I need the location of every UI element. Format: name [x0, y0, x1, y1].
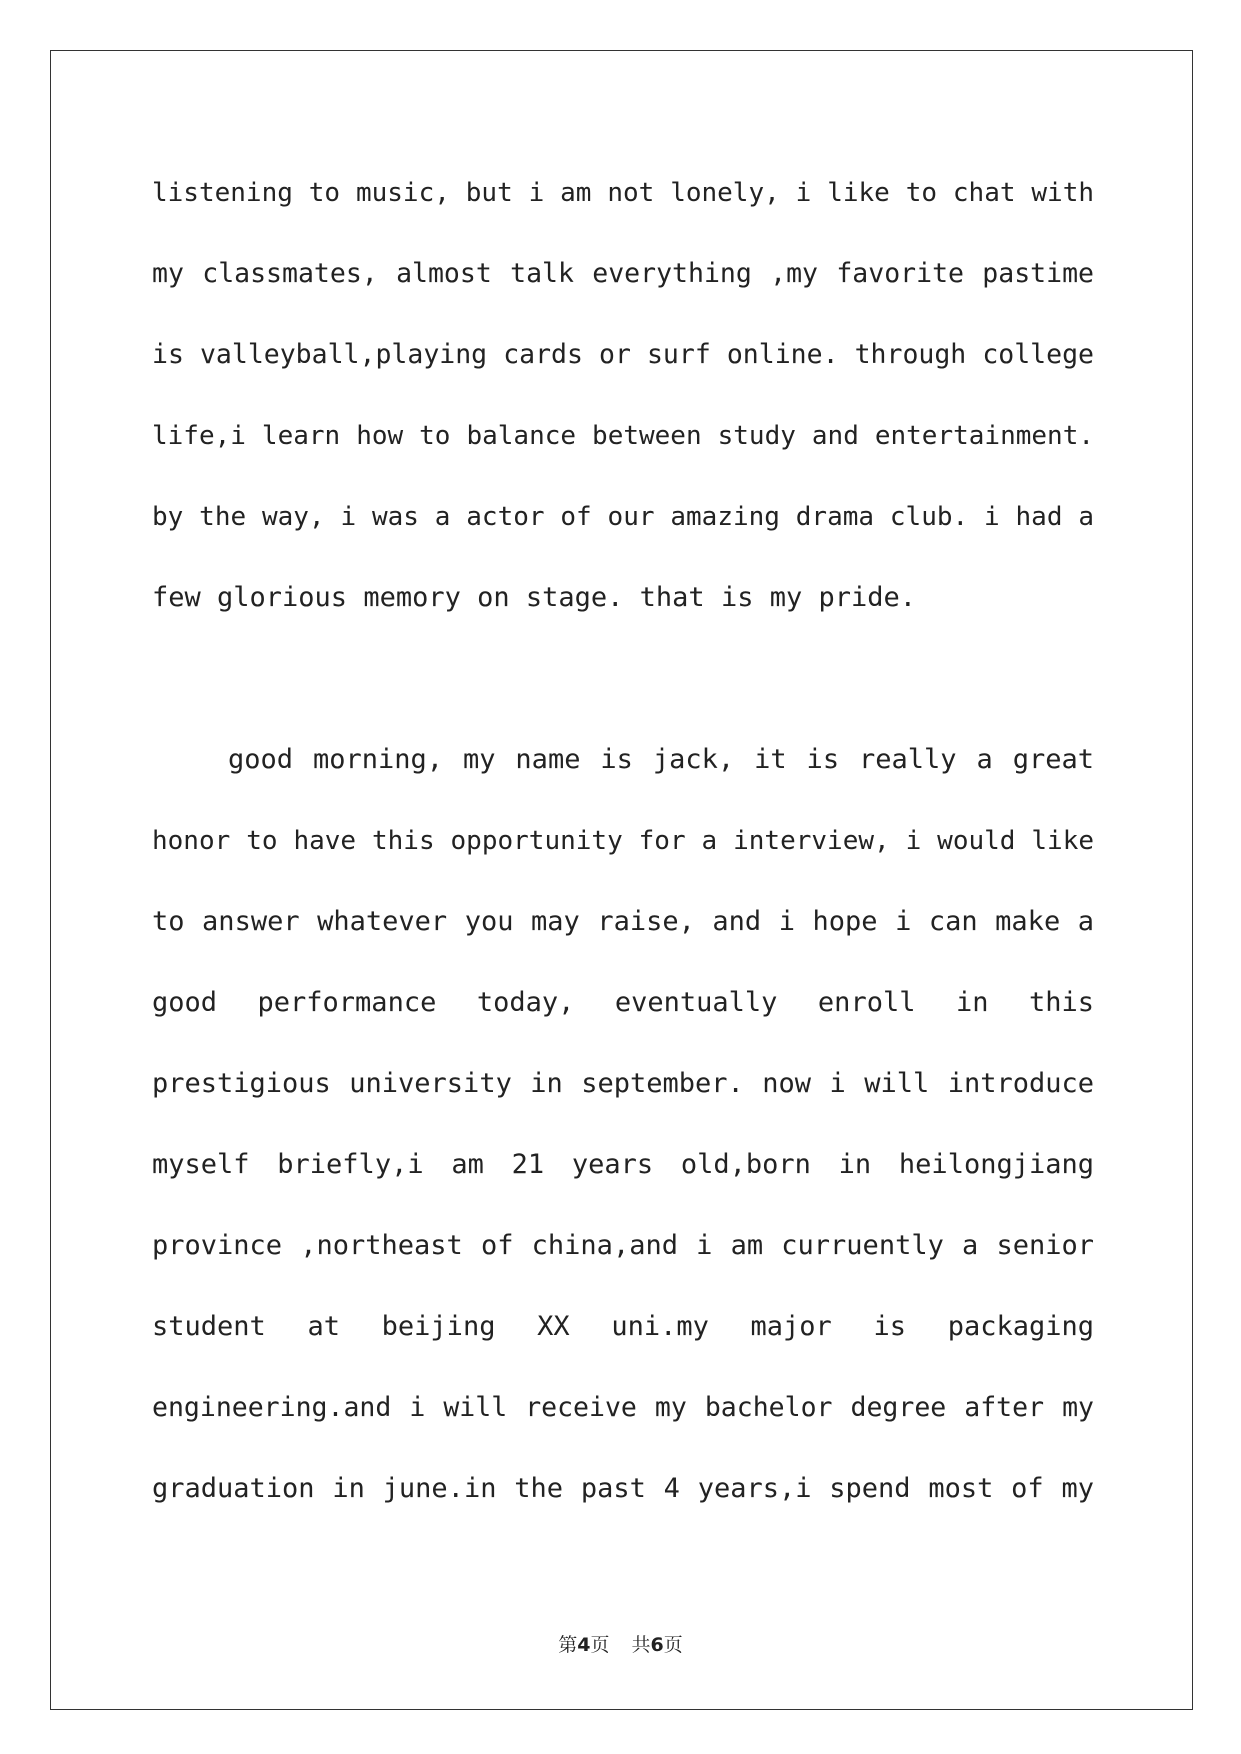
- current-page-number: 4: [577, 1634, 591, 1656]
- text-line: student at beijing XX uni.my major is packaging: [152, 1311, 1094, 1342]
- text-line: to answer whatever you may raise, and i hope i can make a: [152, 906, 1094, 937]
- text-line: province ,northeast of china,and i am curruently a senior: [152, 1230, 1094, 1261]
- page-number-footer: [0, 1630, 1241, 1660]
- text-line: good performance today, eventually enroll in this: [152, 987, 1094, 1018]
- text-line: graduation in june.in the past 4 years,i spend most of my: [152, 1473, 1094, 1504]
- text-line: few glorious memory on stage. that is my pride.: [152, 582, 917, 613]
- text-line: my classmates, almost talk everything ,my favorite pastime: [152, 258, 1094, 289]
- footer-total-prefix: 共: [631, 1634, 651, 1656]
- text-line: honor to have this opportunity for a interview, i would like: [152, 826, 1094, 856]
- text-line: is valleyball,playing cards or surf online. through college: [152, 339, 1094, 370]
- text-line: myself briefly,i am 21 years old,born in heilongjiang: [152, 1149, 1094, 1180]
- text-line: engineering.and i will receive my bachelor degree after my: [152, 1392, 1094, 1423]
- text-line: prestigious university in september. now i will introduce: [152, 1068, 1094, 1099]
- text-line: good morning, my name is jack, it is really a great: [228, 744, 1094, 775]
- footer-page-word: 页: [590, 1634, 610, 1656]
- total-pages-number: 6: [650, 1634, 664, 1656]
- footer-total-suffix: 页: [663, 1634, 683, 1656]
- footer-prefix: 第: [558, 1634, 578, 1656]
- page-border: [50, 50, 1193, 1710]
- text-line: by the way, i was a actor of our amazing drama club. i had a: [152, 502, 1094, 532]
- text-line: life,i learn how to balance between study and entertainment.: [152, 421, 1094, 451]
- text-line: listening to music, but i am not lonely, i like to chat with: [152, 178, 1094, 208]
